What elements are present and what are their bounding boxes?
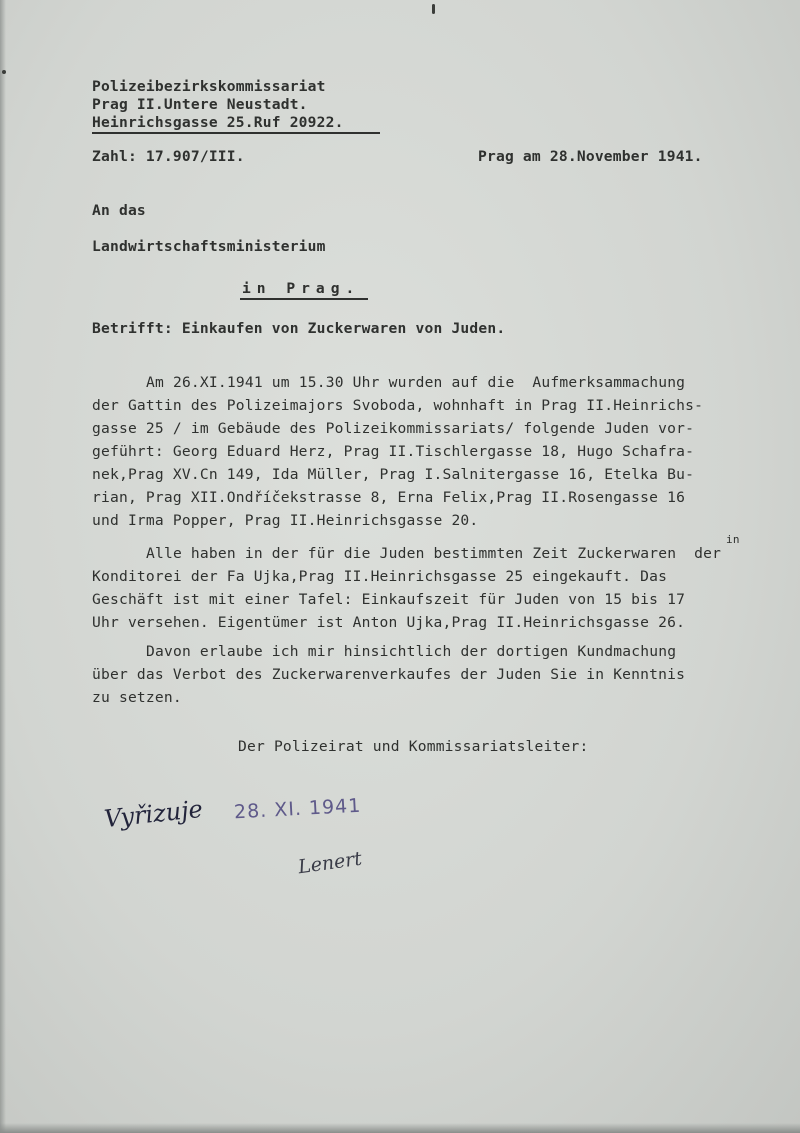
page-shadow-bottom [0, 1123, 800, 1133]
insertion-mark: in [726, 533, 740, 546]
paragraph-1-line: und Irma Popper, Prag II.Heinrichsgasse 20. [92, 512, 479, 529]
paragraph-3-line: Davon erlaube ich mir hinsichtlich der dortigen Kundmachung [146, 643, 677, 660]
paragraph-1-line: rian, Prag XII.Ondříčekstrasse 8, Erna Felix,Prag II.Rosengasse 16 [92, 489, 686, 506]
recipient-city: in Prag. [242, 280, 361, 297]
paragraph-1-line: gasse 25 / im Gebäude des Polizeikommissariats/ folgende Juden vor- [92, 420, 695, 437]
city-underline [240, 298, 368, 300]
paragraph-3-line: zu setzen. [92, 689, 182, 706]
paragraph-1-line: Am 26.XI.1941 um 15.30 Uhr wurden auf die Aufmerksammachung [146, 374, 686, 391]
recipient-salutation: An das [92, 202, 146, 219]
punch-mark [2, 70, 6, 74]
paragraph-2-line: Alle haben in der für die Juden bestimmten Zeit Zuckerwaren der [146, 545, 722, 562]
reference-number: Zahl: 17.907/III. [92, 148, 245, 165]
authority-line-2: Prag II.Untere Neustadt. [92, 96, 308, 113]
recipient-ministry: Landwirtschaftsministerium [92, 238, 326, 255]
subject-line: Betrifft: Einkaufen von Zuckerwaren von Juden. [92, 320, 506, 337]
page-shadow-left [0, 0, 6, 1133]
date-stamp: 28. XI. 1941 [233, 794, 362, 824]
paragraph-1-line: nek,Prag XV.Cn 149, Ida Müller, Prag I.Salnitergasse 16, Etelka Bu- [92, 466, 695, 483]
paragraph-2-line: Geschäft ist mit einer Tafel: Einkaufszeit für Juden von 15 bis 17 [92, 591, 686, 608]
paragraph-1-line: der Gattin des Polizeimajors Svoboda, wohnhaft in Prag II.Heinrichs- [92, 397, 704, 414]
paragraph-2-line: Uhr versehen. Eigentümer ist Anton Ujka,Prag II.Heinrichsgasse 26. [92, 614, 686, 631]
authority-line-1: Polizeibezirkskommissariat [92, 78, 326, 95]
place-date: Prag am 28.November 1941. [478, 148, 703, 165]
paragraph-2-line: Konditorei der Fa Ujka,Prag II.Heinrichsgasse 25 eingekauft. Das [92, 568, 668, 585]
handwritten-initials: Vyřizuje [102, 794, 205, 834]
authority-line-3: Heinrichsgasse 25.Ruf 20922. [92, 114, 344, 131]
signature-title: Der Polizeirat und Kommissariatsleiter: [238, 738, 589, 755]
paragraph-3-line: über das Verbot des Zuckerwarenverkaufes der Juden Sie in Kenntnis [92, 666, 686, 683]
letterhead-underline [92, 132, 380, 134]
handwritten-note: Lenert [296, 847, 364, 879]
fold-mark [432, 4, 435, 14]
paragraph-1-line: geführt: Georg Eduard Herz, Prag II.Tischlergasse 18, Hugo Schafra- [92, 443, 695, 460]
